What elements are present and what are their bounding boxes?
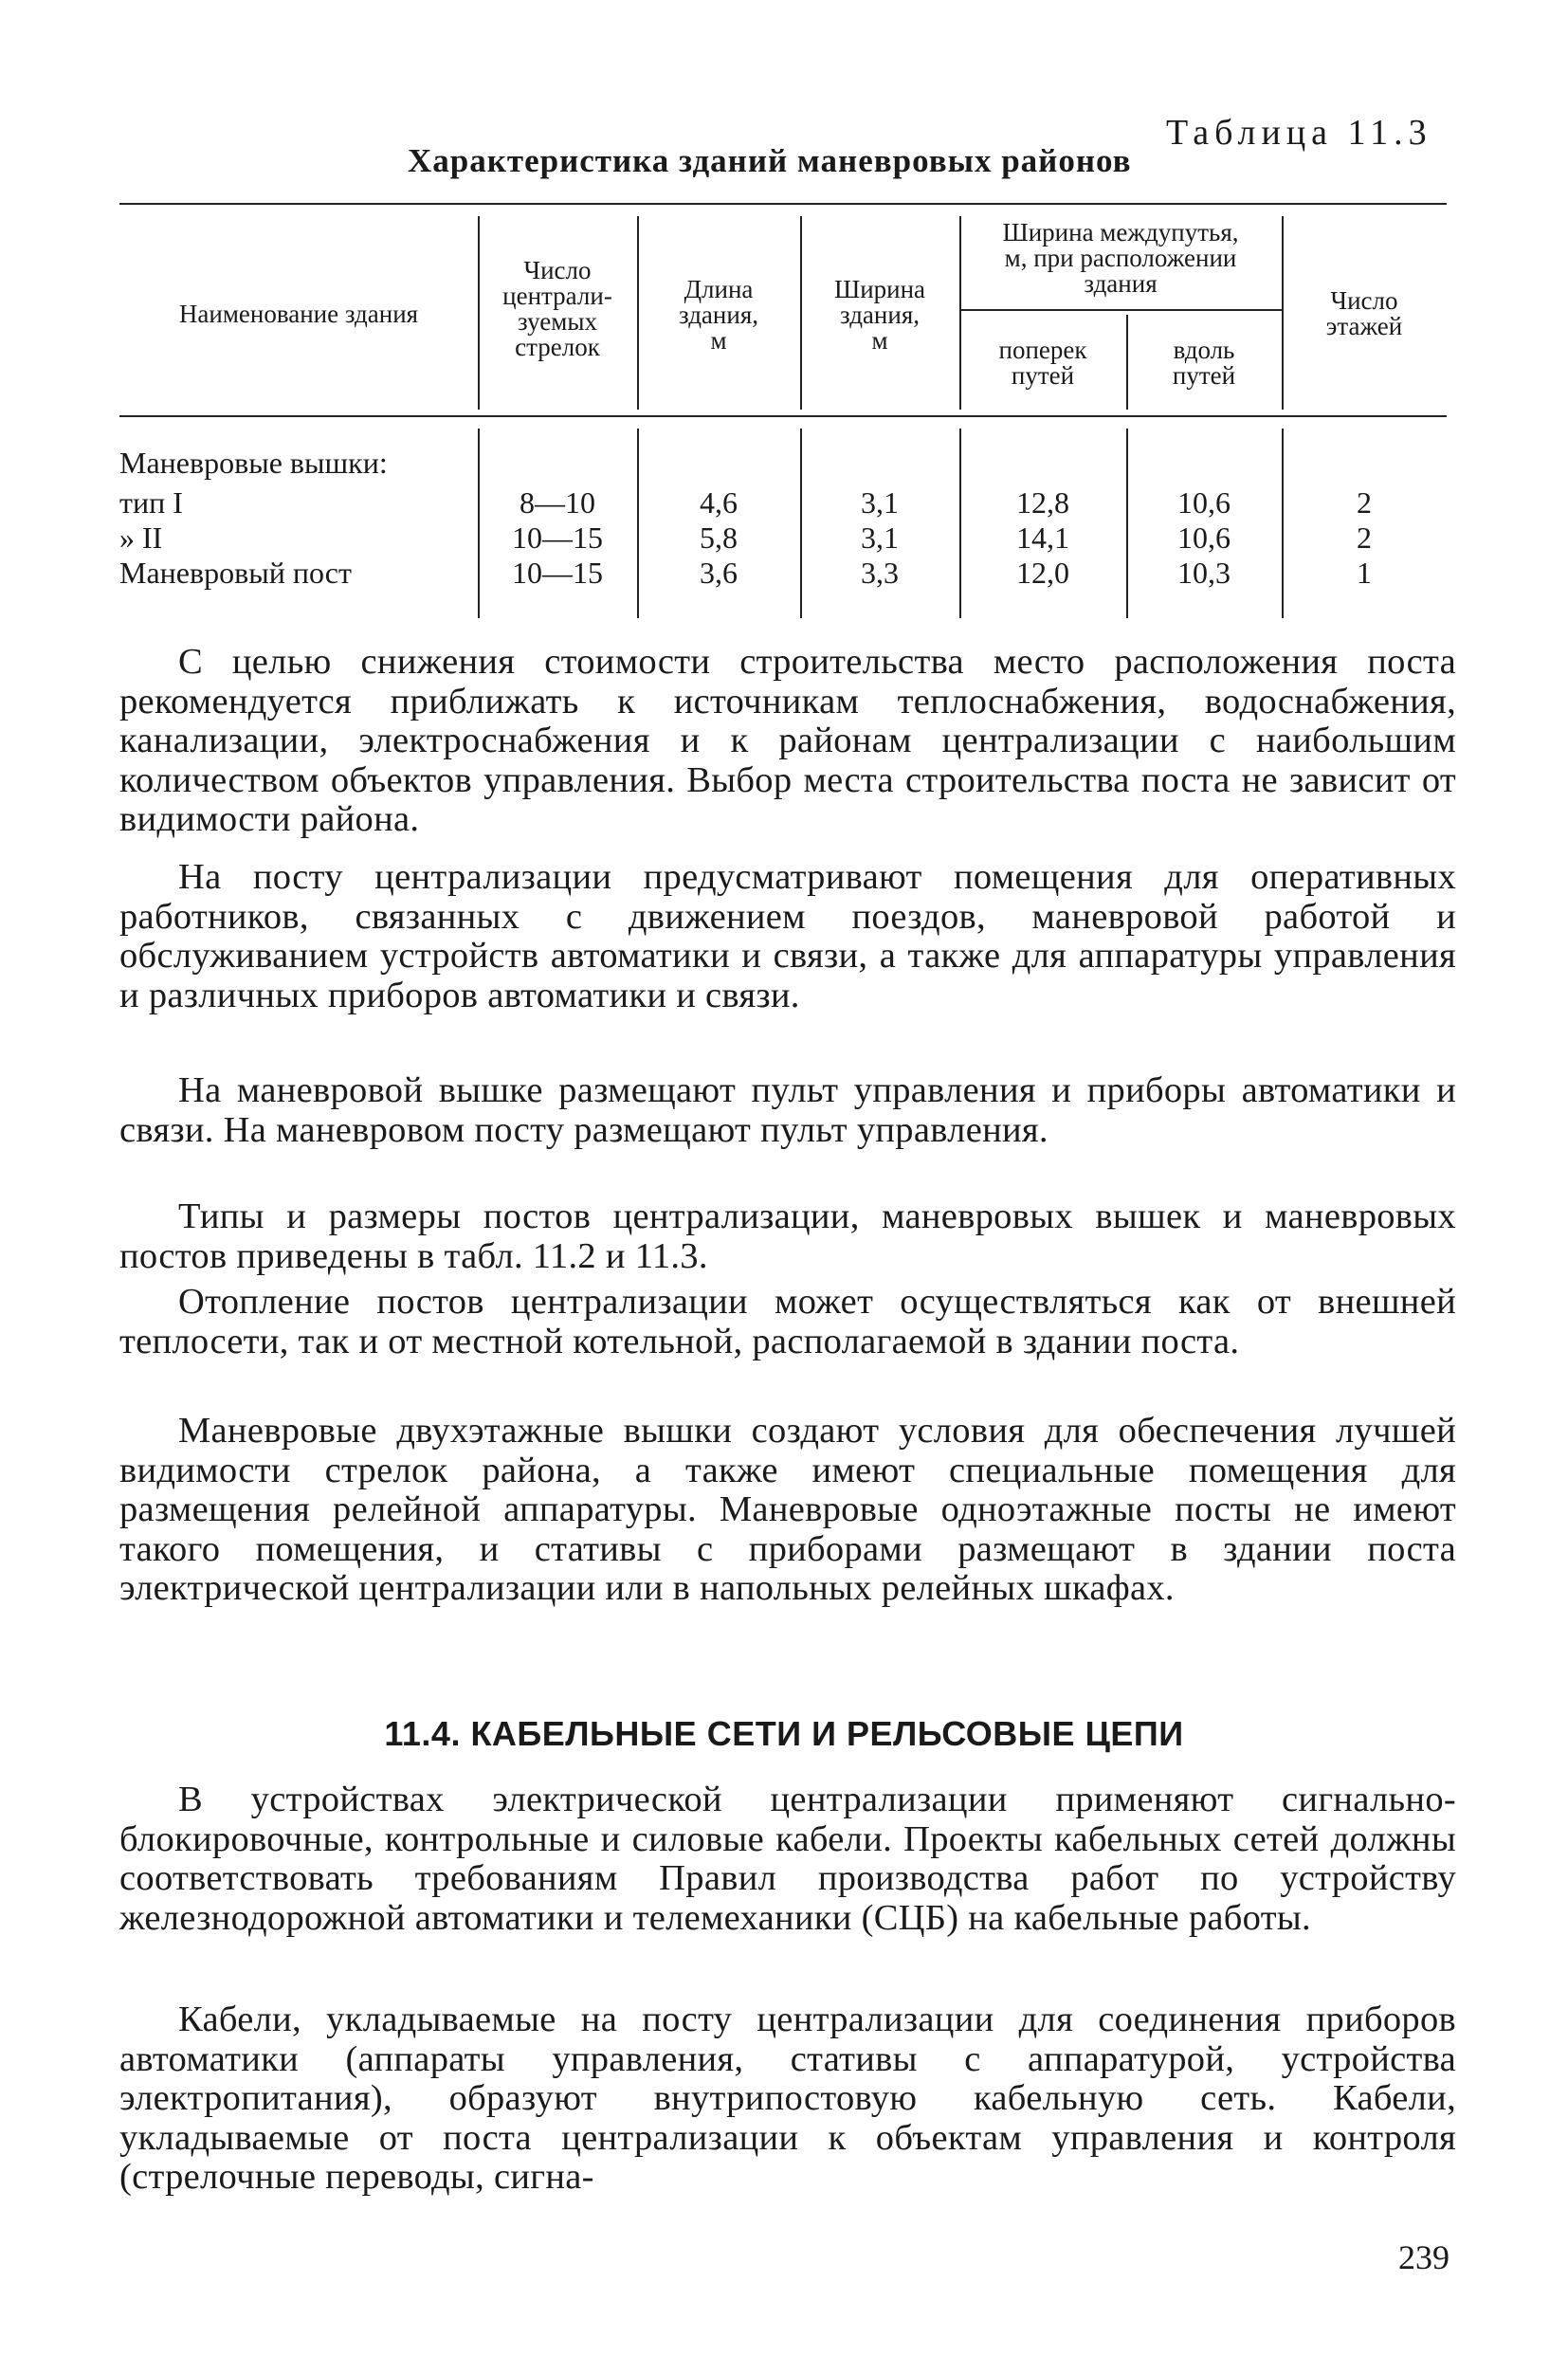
header-floors: Число этажей	[1325, 286, 1403, 340]
cell-switches: 10—15	[512, 520, 603, 555]
cell-length: 5,8	[700, 520, 738, 555]
cell-floors: 1	[1357, 556, 1372, 590]
table-header-rule	[119, 415, 1447, 417]
cell-along: 10,6	[1177, 520, 1231, 555]
cell-length: 3,6	[700, 556, 738, 590]
cell-along: 10,3	[1177, 556, 1231, 590]
section-heading: 11.4. КАБЕЛЬНЫЕ СЕТИ И РЕЛЬСОВЫЕ ЦЕПИ	[384, 1714, 1184, 1753]
cell-name: Маневровые вышки:	[119, 446, 388, 480]
table-number: Таблица 11.3	[1166, 113, 1432, 153]
cell-name: тип I	[119, 485, 183, 520]
cell-switches: 8—10	[520, 485, 595, 520]
cell-width: 3,1	[861, 485, 899, 520]
cell-width: 3,3	[861, 556, 899, 590]
cell-name: Маневровый пост	[119, 556, 352, 590]
cell-across: 12,8	[1016, 485, 1069, 520]
header-spacing-group: Ширина междупутья, м, при расположении здания	[1002, 218, 1239, 298]
cell-floors: 2	[1357, 520, 1372, 555]
paragraph: В устройствах электрической централизации применяют сигнально-блокировочные, контрольные и силовые кабели. Проекты кабельных сетей должны соответствовать требованиям Правил производства работ по устройству железнодорожной автоматики и телемеханики (СЦБ) на кабельные работы.	[119, 1780, 1456, 1938]
cell-across: 14,1	[1016, 520, 1069, 555]
cell-across: 12,0	[1016, 556, 1069, 590]
header-width: Ширина здания, м	[833, 275, 926, 355]
paragraph: На маневровой вышке размещают пульт управления и приборы автоматики и связи. На маневровом посту размещают пульт управления.	[119, 1070, 1456, 1150]
header-switches: Число централи- зуемых стрелок	[502, 256, 612, 361]
paragraph: На посту централизации предусматривают помещения для оперативных работников, связанных с движением поездов, маневровой работой и обслуживанием устройств автоматики и связи, а также для аппаратуры управления и различных приборов автоматики и связи.	[119, 857, 1456, 1015]
cell-floors: 2	[1357, 485, 1372, 520]
header-across: поперек путей	[998, 336, 1087, 390]
header-along: вдоль путей	[1172, 336, 1236, 390]
paragraph: Маневровые двухэтажные вышки создают условия для обеспечения лучшей видимости стрелок района, а также имеют специальные помещения для размещения релейной аппаратуры. Маневровые одноэтажные посты не имеют такого помещения, и стативы с приборами размещают в здании поста электрической централизации или в напольных релейных шкафах.	[119, 1411, 1456, 1608]
cell-length: 4,6	[700, 485, 738, 520]
paragraph: Отопление постов централизации может осуществляться как от внешней теплосети, так и от местной котельной, располагаемой в здании поста.	[119, 1282, 1456, 1361]
paragraph: С целью снижения стоимости строительства место расположения поста рекомендуется приближать к источникам теплоснабжения, водоснабжения, канализации, электроснабжения и к районам централизации с наибольшим количеством объектов управления. Выбор места строительства поста не зависит от видимости района.	[119, 642, 1456, 839]
cell-switches: 10—15	[512, 556, 603, 590]
table-title: Характеристика зданий маневровых районов	[408, 142, 1132, 179]
cell-width: 3,1	[861, 520, 899, 555]
page-number: 239	[1398, 2238, 1449, 2276]
table-subheader-rule	[959, 309, 1282, 311]
cell-along: 10,6	[1177, 485, 1231, 520]
cell-name: » II	[119, 520, 163, 555]
header-length: Длина здания, м	[679, 275, 758, 355]
paragraph: Кабели, укладываемые на посту централизации для соединения приборов автоматики (аппараты управления, стативы с аппаратурой, устройства электропитания), образуют внутрипостовую кабельную сеть. Кабели, укладываемые от поста централизации к объектам управления и контроля (стрелочные переводы, сигна-	[119, 2000, 1456, 2197]
table-top-rule	[119, 203, 1447, 205]
header-name: Наименование здания	[178, 300, 419, 328]
paragraph: Типы и размеры постов централизации, маневровых вышек и маневровых постов приведены в табл. 11.2 и 11.3.	[119, 1196, 1456, 1276]
